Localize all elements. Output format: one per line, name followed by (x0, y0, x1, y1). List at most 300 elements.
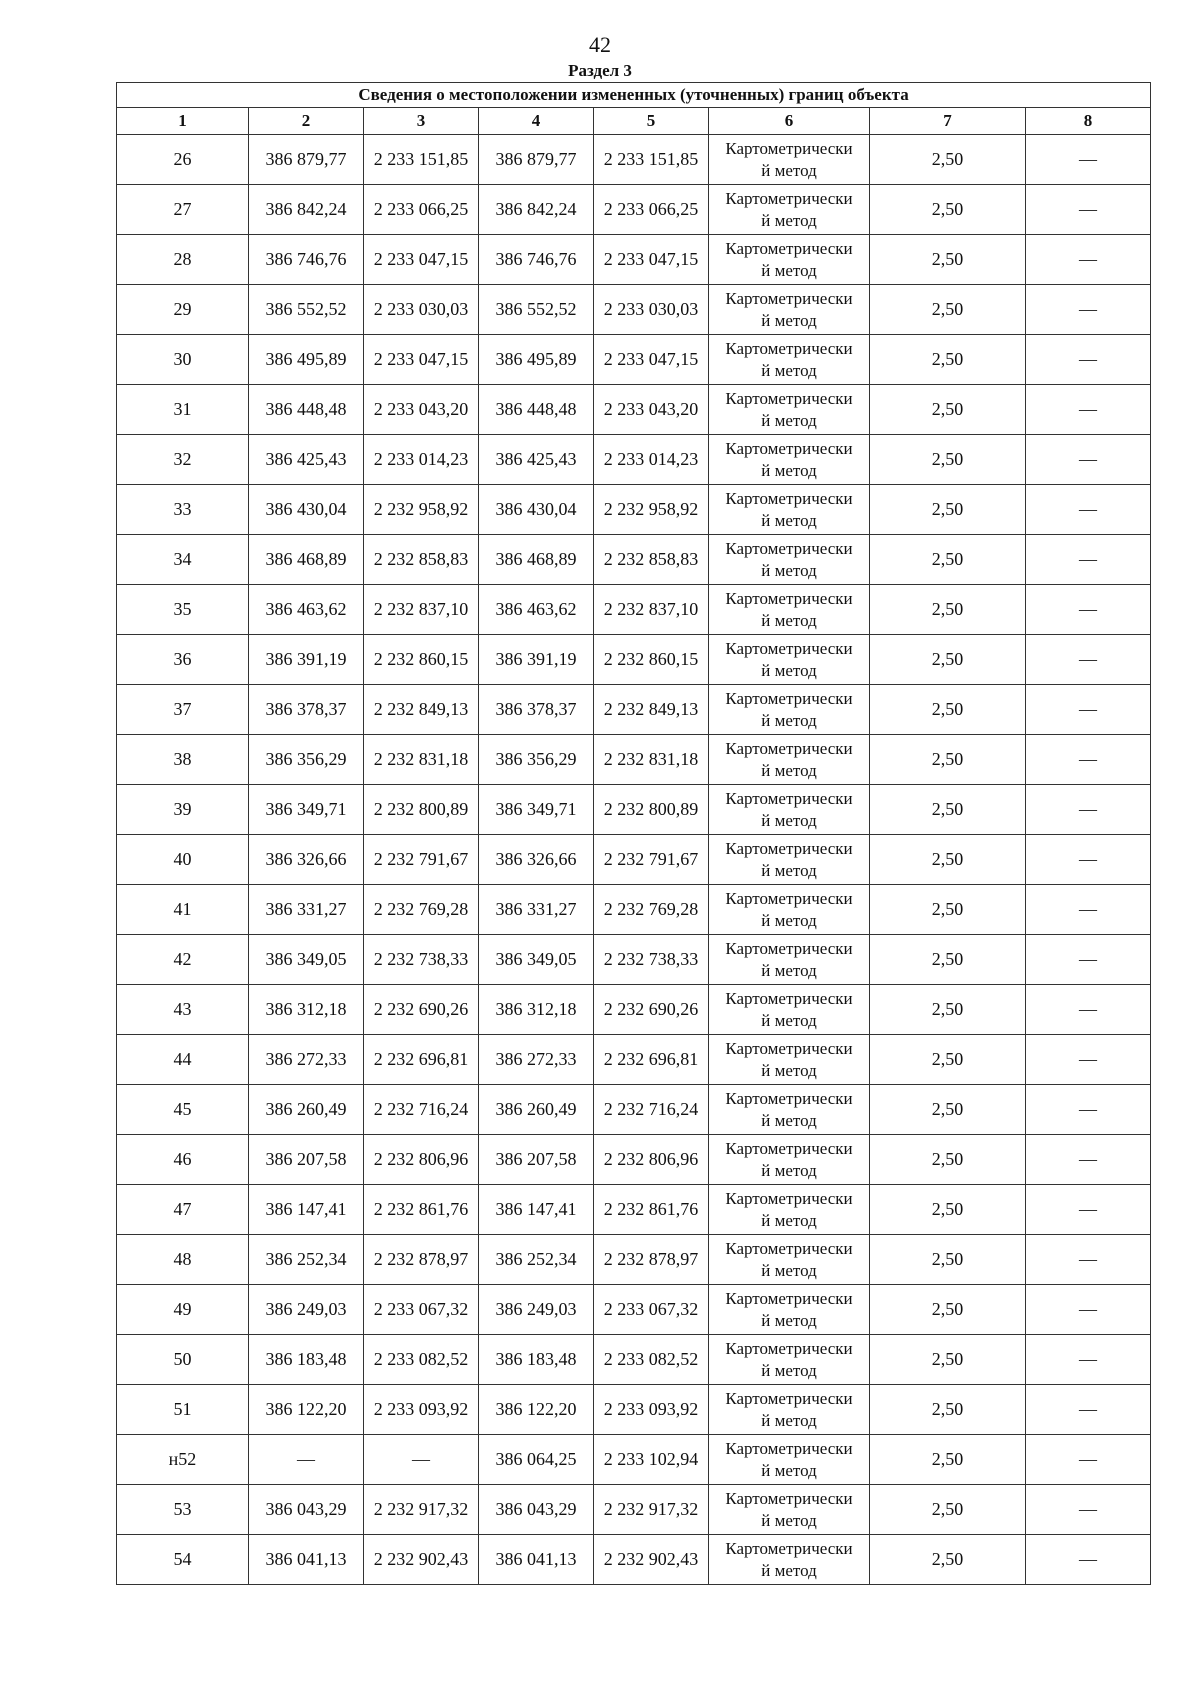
method-line-1: Картометрически (725, 438, 853, 458)
precision-cell: 2,50 (870, 685, 1026, 735)
y-old-cell: 2 233 066,25 (364, 185, 479, 235)
method-line-2: й метод (761, 1460, 817, 1480)
method-cell (709, 1335, 870, 1385)
x-old-cell: 386 746,76 (249, 235, 364, 285)
table-row (117, 1335, 1151, 1385)
y-old-cell: 2 232 806,96 (364, 1135, 479, 1185)
method-line-2: й метод (761, 760, 817, 780)
x-new-cell: 386 183,48 (479, 1335, 594, 1385)
table-row (117, 885, 1151, 935)
precision-cell: 2,50 (870, 235, 1026, 285)
table-row (117, 335, 1151, 385)
table-row (117, 1035, 1151, 1085)
precision-cell: 2,50 (870, 1085, 1026, 1135)
table-row (117, 385, 1151, 435)
description-cell: — (1026, 535, 1151, 585)
point-number-cell: 35 (117, 585, 249, 635)
x-old-cell: 386 378,37 (249, 685, 364, 735)
x-old-cell: 386 183,48 (249, 1335, 364, 1385)
method-cell (709, 835, 870, 885)
point-number-cell: 47 (117, 1185, 249, 1235)
column-number: 8 (1026, 108, 1151, 135)
x-old-cell: 386 842,24 (249, 185, 364, 235)
method-cell (709, 535, 870, 585)
method-cell (709, 435, 870, 485)
precision-cell: 2,50 (870, 435, 1026, 485)
x-old-cell: 386 468,89 (249, 535, 364, 585)
method-line-2: й метод (761, 660, 817, 680)
description-cell: — (1026, 235, 1151, 285)
column-number: 7 (870, 108, 1026, 135)
description-cell: — (1026, 1135, 1151, 1185)
y-old-cell: 2 233 093,92 (364, 1385, 479, 1435)
x-old-cell: 386 147,41 (249, 1185, 364, 1235)
y-new-cell: 2 232 800,89 (594, 785, 709, 835)
x-old-cell: 386 260,49 (249, 1085, 364, 1135)
point-number-cell: 41 (117, 885, 249, 935)
y-new-cell: 2 232 791,67 (594, 835, 709, 885)
point-number-cell: 46 (117, 1135, 249, 1185)
description-cell: — (1026, 785, 1151, 835)
y-old-cell: 2 232 849,13 (364, 685, 479, 735)
y-new-cell: 2 232 958,92 (594, 485, 709, 535)
table-row (117, 1385, 1151, 1435)
y-new-cell: 2 232 861,76 (594, 1185, 709, 1235)
x-old-cell: 386 349,05 (249, 935, 364, 985)
x-old-cell: 386 312,18 (249, 985, 364, 1035)
method-line-2: й метод (761, 810, 817, 830)
y-old-cell: 2 232 769,28 (364, 885, 479, 935)
x-new-cell: 386 147,41 (479, 1185, 594, 1235)
x-new-cell: 386 495,89 (479, 335, 594, 385)
method-line-2: й метод (761, 460, 817, 480)
table-row (117, 785, 1151, 835)
method-cell (709, 135, 870, 185)
description-cell: — (1026, 435, 1151, 485)
x-new-cell: 386 842,24 (479, 185, 594, 235)
y-new-cell: 2 232 696,81 (594, 1035, 709, 1085)
y-old-cell: 2 233 014,23 (364, 435, 479, 485)
method-cell (709, 935, 870, 985)
method-line-2: й метод (761, 910, 817, 930)
table-row (117, 735, 1151, 785)
point-number-cell: 37 (117, 685, 249, 735)
x-old-cell: 386 425,43 (249, 435, 364, 485)
y-new-cell: 2 232 849,13 (594, 685, 709, 735)
precision-cell: 2,50 (870, 1135, 1026, 1185)
method-line-1: Картометрически (725, 1238, 853, 1258)
point-number-cell: 33 (117, 485, 249, 535)
precision-cell: 2,50 (870, 835, 1026, 885)
x-new-cell: 386 260,49 (479, 1085, 594, 1135)
column-number-row (117, 108, 1151, 135)
method-line-2: й метод (761, 860, 817, 880)
precision-cell: 2,50 (870, 985, 1026, 1035)
point-number-cell: 53 (117, 1485, 249, 1535)
column-number: 3 (364, 108, 479, 135)
method-cell (709, 685, 870, 735)
method-line-2: й метод (761, 510, 817, 530)
x-old-cell: 386 391,19 (249, 635, 364, 685)
method-cell (709, 1135, 870, 1185)
y-old-cell: 2 233 047,15 (364, 235, 479, 285)
point-number-cell: 27 (117, 185, 249, 235)
x-new-cell: 386 041,13 (479, 1535, 594, 1585)
table-row (117, 935, 1151, 985)
column-number: 1 (117, 108, 249, 135)
method-line-1: Картометрически (725, 988, 853, 1008)
method-line-2: й метод (761, 210, 817, 230)
description-cell: — (1026, 985, 1151, 1035)
x-new-cell: 386 043,29 (479, 1485, 594, 1535)
point-number-cell: 32 (117, 435, 249, 485)
method-line-1: Картометрически (725, 588, 853, 608)
description-cell: — (1026, 1435, 1151, 1485)
method-line-1: Картометрически (725, 638, 853, 658)
method-line-1: Картометрически (725, 188, 853, 208)
precision-cell: 2,50 (870, 1335, 1026, 1385)
method-line-1: Картометрически (725, 838, 853, 858)
y-old-cell: 2 232 902,43 (364, 1535, 479, 1585)
y-old-cell: 2 233 030,03 (364, 285, 479, 335)
x-old-cell: 386 043,29 (249, 1485, 364, 1535)
table-row (117, 635, 1151, 685)
description-cell: — (1026, 1235, 1151, 1285)
precision-cell: 2,50 (870, 1385, 1026, 1435)
column-number: 5 (594, 108, 709, 135)
method-line-2: й метод (761, 1410, 817, 1430)
method-line-2: й метод (761, 1060, 817, 1080)
description-cell: — (1026, 1385, 1151, 1435)
precision-cell: 2,50 (870, 1435, 1026, 1485)
method-line-1: Картометрически (725, 1488, 853, 1508)
y-old-cell: 2 233 043,20 (364, 385, 479, 435)
x-new-cell: 386 463,62 (479, 585, 594, 635)
y-new-cell: 2 232 902,43 (594, 1535, 709, 1585)
x-new-cell: 386 326,66 (479, 835, 594, 885)
x-old-cell: 386 552,52 (249, 285, 364, 335)
method-cell (709, 885, 870, 935)
x-old-cell: 386 356,29 (249, 735, 364, 785)
point-number-cell: 45 (117, 1085, 249, 1135)
y-new-cell: 2 233 093,92 (594, 1385, 709, 1435)
description-cell: — (1026, 185, 1151, 235)
point-number-cell: 48 (117, 1235, 249, 1285)
x-old-cell: 386 448,48 (249, 385, 364, 435)
y-new-cell: 2 232 858,83 (594, 535, 709, 585)
method-cell (709, 1535, 870, 1585)
point-number-cell: 38 (117, 735, 249, 785)
table-row (117, 1135, 1151, 1185)
precision-cell: 2,50 (870, 1485, 1026, 1535)
description-cell: — (1026, 1535, 1151, 1585)
method-line-2: й метод (761, 960, 817, 980)
method-line-2: й метод (761, 360, 817, 380)
method-line-1: Картометрически (725, 1088, 853, 1108)
point-number-cell: 39 (117, 785, 249, 835)
x-old-cell: 386 252,34 (249, 1235, 364, 1285)
method-line-1: Картометрически (725, 488, 853, 508)
y-new-cell: 2 232 917,32 (594, 1485, 709, 1535)
x-old-cell: 386 272,33 (249, 1035, 364, 1085)
y-old-cell: 2 232 716,24 (364, 1085, 479, 1135)
method-cell (709, 585, 870, 635)
x-new-cell: 386 122,20 (479, 1385, 594, 1435)
point-number-cell: 30 (117, 335, 249, 385)
method-line-1: Картометрически (725, 888, 853, 908)
x-old-cell: 386 495,89 (249, 335, 364, 385)
method-line-1: Картометрически (725, 138, 853, 158)
point-number-cell: 26 (117, 135, 249, 185)
x-new-cell: 386 356,29 (479, 735, 594, 785)
y-old-cell: 2 232 861,76 (364, 1185, 479, 1235)
method-line-1: Картометрически (725, 288, 853, 308)
y-new-cell: 2 232 716,24 (594, 1085, 709, 1135)
y-old-cell: 2 232 917,32 (364, 1485, 479, 1535)
x-new-cell: 386 378,37 (479, 685, 594, 735)
x-new-cell: 386 391,19 (479, 635, 594, 685)
x-new-cell: 386 349,71 (479, 785, 594, 835)
x-old-cell: 386 249,03 (249, 1285, 364, 1335)
method-line-2: й метод (761, 410, 817, 430)
y-old-cell: 2 232 800,89 (364, 785, 479, 835)
method-line-2: й метод (761, 1560, 817, 1580)
precision-cell: 2,50 (870, 285, 1026, 335)
y-old-cell: — (364, 1435, 479, 1485)
precision-cell: 2,50 (870, 785, 1026, 835)
y-new-cell: 2 233 151,85 (594, 135, 709, 185)
y-new-cell: 2 232 769,28 (594, 885, 709, 935)
y-new-cell: 2 233 043,20 (594, 385, 709, 435)
y-old-cell: 2 232 837,10 (364, 585, 479, 635)
table-row (117, 235, 1151, 285)
y-old-cell: 2 233 082,52 (364, 1335, 479, 1385)
point-number-cell: 49 (117, 1285, 249, 1335)
precision-cell: 2,50 (870, 385, 1026, 435)
table-row (117, 285, 1151, 335)
method-line-1: Картометрически (725, 1138, 853, 1158)
y-new-cell: 2 233 014,23 (594, 435, 709, 485)
method-cell (709, 335, 870, 385)
description-cell: — (1026, 1285, 1151, 1335)
method-line-1: Картометрически (725, 1188, 853, 1208)
precision-cell: 2,50 (870, 1535, 1026, 1585)
point-number-cell: 28 (117, 235, 249, 285)
table-row (117, 1435, 1151, 1485)
precision-cell: 2,50 (870, 885, 1026, 935)
table-body (117, 135, 1151, 1585)
y-new-cell: 2 232 831,18 (594, 735, 709, 785)
precision-cell: 2,50 (870, 585, 1026, 635)
x-old-cell: 386 879,77 (249, 135, 364, 185)
x-new-cell: 386 272,33 (479, 1035, 594, 1085)
description-cell: — (1026, 1485, 1151, 1535)
description-cell: — (1026, 835, 1151, 885)
method-line-1: Картометрически (725, 1438, 853, 1458)
page-number: 42 (589, 32, 611, 57)
precision-cell: 2,50 (870, 1185, 1026, 1235)
table-row (117, 685, 1151, 735)
table-row (117, 985, 1151, 1035)
y-old-cell: 2 232 791,67 (364, 835, 479, 885)
method-line-1: Картометрически (725, 538, 853, 558)
table-row (117, 585, 1151, 635)
table-caption: Сведения о местоположении измененных (уточненных) границ объекта (117, 83, 1151, 108)
y-new-cell: 2 233 102,94 (594, 1435, 709, 1485)
method-line-2: й метод (761, 1110, 817, 1130)
description-cell: — (1026, 735, 1151, 785)
description-cell: — (1026, 1085, 1151, 1135)
x-old-cell: 386 463,62 (249, 585, 364, 635)
x-new-cell: 386 430,04 (479, 485, 594, 535)
method-line-2: й метод (761, 310, 817, 330)
point-number-cell: 54 (117, 1535, 249, 1585)
y-old-cell: 2 232 878,97 (364, 1235, 479, 1285)
point-number-cell: н52 (117, 1435, 249, 1485)
y-new-cell: 2 232 690,26 (594, 985, 709, 1035)
method-cell (709, 1035, 870, 1085)
method-line-1: Картометрически (725, 788, 853, 808)
description-cell: — (1026, 585, 1151, 635)
y-old-cell: 2 232 958,92 (364, 485, 479, 535)
method-line-2: й метод (761, 1260, 817, 1280)
y-new-cell: 2 232 878,97 (594, 1235, 709, 1285)
method-cell (709, 185, 870, 235)
description-cell: — (1026, 335, 1151, 385)
method-cell (709, 735, 870, 785)
method-cell (709, 1485, 870, 1535)
table-row (117, 1285, 1151, 1335)
description-cell: — (1026, 1335, 1151, 1385)
table-row (117, 1235, 1151, 1285)
method-line-2: й метод (761, 610, 817, 630)
method-line-1: Картометрически (725, 388, 853, 408)
table-row (117, 1085, 1151, 1135)
y-old-cell: 2 232 696,81 (364, 1035, 479, 1085)
method-cell (709, 235, 870, 285)
method-line-2: й метод (761, 560, 817, 580)
y-new-cell: 2 233 067,32 (594, 1285, 709, 1335)
method-line-1: Картометрически (725, 1038, 853, 1058)
method-line-2: й метод (761, 1360, 817, 1380)
precision-cell: 2,50 (870, 185, 1026, 235)
method-cell (709, 285, 870, 335)
method-line-1: Картометрически (725, 1388, 853, 1408)
x-old-cell: 386 430,04 (249, 485, 364, 535)
method-line-2: й метод (761, 1510, 817, 1530)
y-new-cell: 2 233 047,15 (594, 335, 709, 385)
point-number-cell: 44 (117, 1035, 249, 1085)
method-cell (709, 485, 870, 535)
y-old-cell: 2 232 858,83 (364, 535, 479, 585)
method-line-2: й метод (761, 1210, 817, 1230)
column-number: 4 (479, 108, 594, 135)
point-number-cell: 34 (117, 535, 249, 585)
column-number: 6 (709, 108, 870, 135)
x-new-cell: 386 746,76 (479, 235, 594, 285)
description-cell: — (1026, 885, 1151, 935)
point-number-cell: 36 (117, 635, 249, 685)
method-line-1: Картометрически (725, 238, 853, 258)
x-new-cell: 386 879,77 (479, 135, 594, 185)
y-old-cell: 2 232 738,33 (364, 935, 479, 985)
description-cell: — (1026, 1035, 1151, 1085)
y-new-cell: 2 232 837,10 (594, 585, 709, 635)
precision-cell: 2,50 (870, 1035, 1026, 1085)
precision-cell: 2,50 (870, 485, 1026, 535)
y-old-cell: 2 232 690,26 (364, 985, 479, 1035)
y-new-cell: 2 232 860,15 (594, 635, 709, 685)
precision-cell: 2,50 (870, 635, 1026, 685)
point-number-cell: 43 (117, 985, 249, 1035)
point-number-cell: 31 (117, 385, 249, 435)
x-new-cell: 386 252,34 (479, 1235, 594, 1285)
method-cell (709, 1185, 870, 1235)
x-new-cell: 386 448,48 (479, 385, 594, 435)
y-old-cell: 2 232 831,18 (364, 735, 479, 785)
y-old-cell: 2 233 067,32 (364, 1285, 479, 1335)
description-cell: — (1026, 935, 1151, 985)
table-row (117, 185, 1151, 235)
description-cell: — (1026, 485, 1151, 535)
table-row (117, 435, 1151, 485)
y-old-cell: 2 233 151,85 (364, 135, 479, 185)
x-old-cell: — (249, 1435, 364, 1485)
x-old-cell: 386 331,27 (249, 885, 364, 935)
method-line-1: Картометрически (725, 738, 853, 758)
method-cell (709, 635, 870, 685)
table-row (117, 135, 1151, 185)
description-cell: — (1026, 285, 1151, 335)
method-cell (709, 1435, 870, 1485)
y-new-cell: 2 233 047,15 (594, 235, 709, 285)
description-cell: — (1026, 685, 1151, 735)
method-line-2: й метод (761, 1310, 817, 1330)
x-new-cell: 386 207,58 (479, 1135, 594, 1185)
y-new-cell: 2 232 806,96 (594, 1135, 709, 1185)
point-number-cell: 51 (117, 1385, 249, 1435)
y-new-cell: 2 233 082,52 (594, 1335, 709, 1385)
column-number: 2 (249, 108, 364, 135)
precision-cell: 2,50 (870, 1285, 1026, 1335)
method-line-2: й метод (761, 1160, 817, 1180)
method-line-2: й метод (761, 260, 817, 280)
precision-cell: 2,50 (870, 1235, 1026, 1285)
method-line-1: Картометрически (725, 1288, 853, 1308)
y-new-cell: 2 233 066,25 (594, 185, 709, 235)
x-new-cell: 386 312,18 (479, 985, 594, 1035)
table-row (117, 485, 1151, 535)
point-number-cell: 42 (117, 935, 249, 985)
x-new-cell: 386 425,43 (479, 435, 594, 485)
method-line-1: Картометрически (725, 1538, 853, 1558)
method-cell (709, 1085, 870, 1135)
table-row (117, 1535, 1151, 1585)
method-cell (709, 1385, 870, 1435)
method-line-2: й метод (761, 160, 817, 180)
method-line-2: й метод (761, 1010, 817, 1030)
section-title: Раздел 3 (568, 61, 632, 80)
x-new-cell: 386 349,05 (479, 935, 594, 985)
table-row (117, 1485, 1151, 1535)
precision-cell: 2,50 (870, 335, 1026, 385)
y-new-cell: 2 233 030,03 (594, 285, 709, 335)
point-number-cell: 50 (117, 1335, 249, 1385)
precision-cell: 2,50 (870, 935, 1026, 985)
method-cell (709, 385, 870, 435)
x-old-cell: 386 207,58 (249, 1135, 364, 1185)
x-old-cell: 386 122,20 (249, 1385, 364, 1435)
